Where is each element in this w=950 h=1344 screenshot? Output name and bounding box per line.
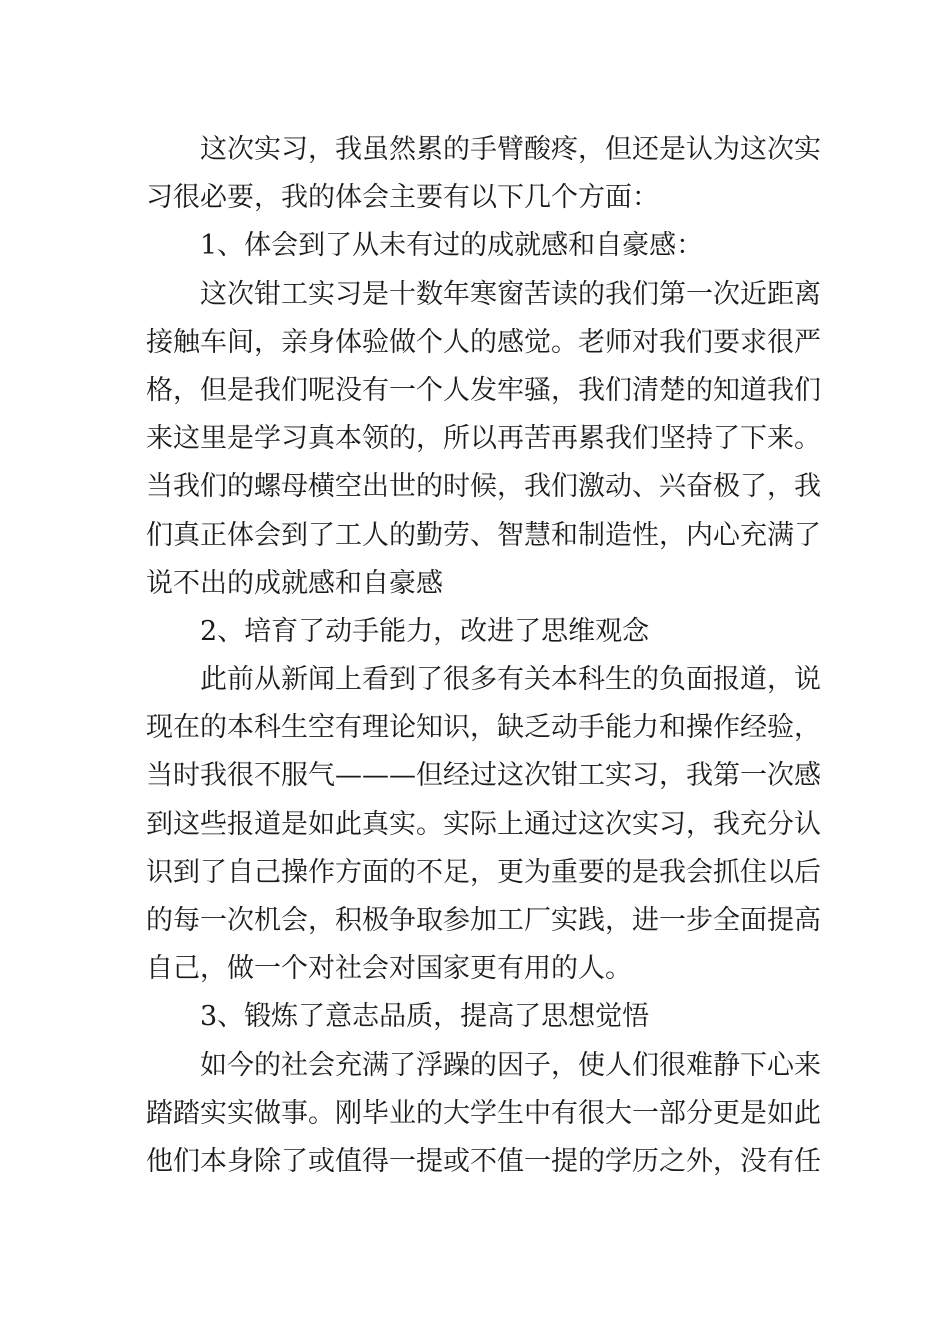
paragraph-line: 习很必要，我的体会主要有以下几个方面： — [146, 182, 659, 214]
paragraph-line: 这次实习，我虽然累的手臂酸疼，但还是认为这次实 — [200, 134, 821, 165]
paragraph-line: 们真正体会到了工人的勤劳、智慧和制造性，内心充满了 — [146, 519, 821, 551]
paragraph-line: 接触车间，亲身体验做个人的感觉。老师对我们要求很严 — [146, 326, 821, 358]
paragraph-line: 现在的本科生空有理论知识，缺乏动手能力和操作经验， — [146, 712, 821, 744]
section-heading: 3、锻炼了意志品质，提高了思想觉悟 — [200, 1001, 650, 1033]
paragraph-line: 他们本身除了或值得一提或不值一提的学历之外，没有任 — [146, 1145, 821, 1177]
paragraph-line: 如今的社会充满了浮躁的因子，使人们很难静下心来 — [200, 1049, 821, 1081]
section-heading: 1、体会到了从未有过的成就感和自豪感： — [200, 230, 704, 262]
paragraph-line: 的每一次机会，积极争取参加工厂实践，进一步全面提高 — [146, 905, 821, 936]
paragraph-line: 来这里是学习真本领的，所以再苦再累我们坚持了下来。 — [146, 423, 821, 455]
document-body — [146, 126, 821, 1186]
paragraph-line: 这次钳工实习是十数年寒窗苦读的我们第一次近距离 — [200, 278, 821, 310]
paragraph-line: 当时我很不服气———但经过这次钳工实习，我第一次感 — [146, 760, 821, 792]
paragraph-line: 说不出的成就感和自豪感 — [146, 567, 443, 599]
paragraph-line: 踏踏实实做事。刚毕业的大学生中有很大一部分更是如此 — [146, 1097, 821, 1129]
paragraph-line: 到这些报道是如此真实。实际上通过这次实习，我充分认 — [146, 808, 821, 840]
paragraph-line: 当我们的螺母横空出世的时候，我们激动、兴奋极了，我 — [146, 471, 821, 503]
paragraph-line: 识到了自己操作方面的不足，更为重要的是我会抓住以后 — [146, 856, 821, 888]
section-heading: 2、培育了动手能力，改进了思维观念 — [200, 615, 650, 647]
paragraph-line: 此前从新闻上看到了很多有关本科生的负面报道，说 — [200, 664, 821, 696]
paragraph-line: 格，但是我们呢没有一个人发牢骚，我们清楚的知道我们 — [146, 374, 821, 406]
paragraph-line: 自己，做一个对社会对国家更有用的人。 — [146, 953, 632, 985]
